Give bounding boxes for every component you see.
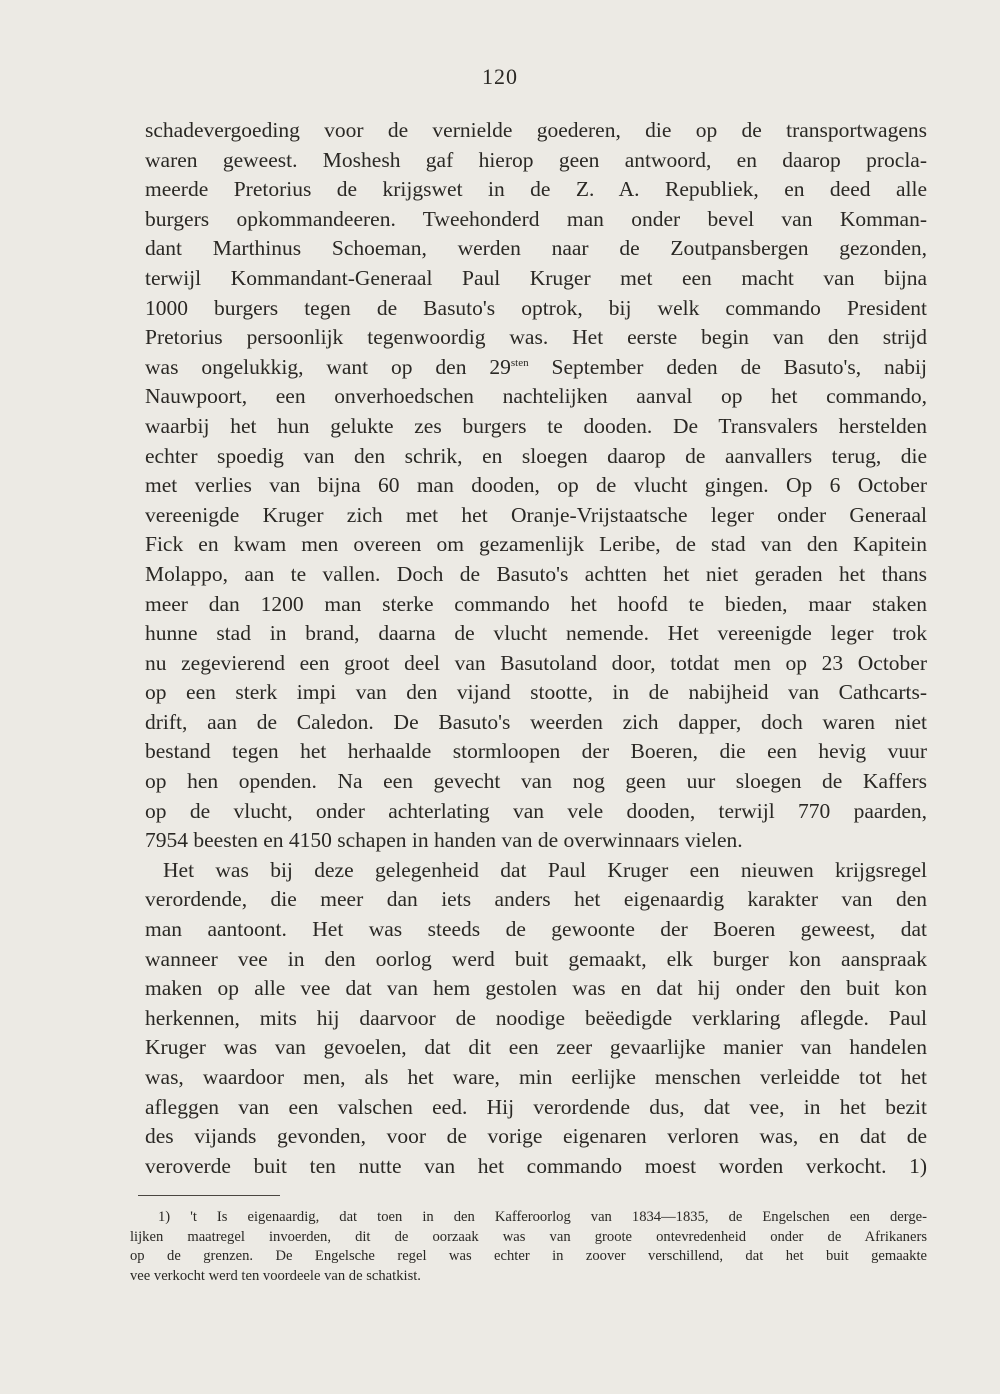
text-line-with-superscript [145,353,927,383]
text-line: vereenigde Kruger zich met het Oranje-Vrijstaatsche leger onder Generaal [145,502,927,527]
text-line: 7954 beesten en 4150 schapen in handen van de overwinnaars vielen. [145,828,743,853]
text-line: op de vlucht, onder achterlating van vele dooden, terwijl 770 paarden, [145,798,927,823]
text-line: Nauwpoort, een onverhoedschen nachtelijken aanval op het commando, [145,384,927,409]
text-line: meer dan 1200 man sterke commando het hoofd te bieden, maar staken [145,591,927,616]
text-line: dant Marthinus Schoeman, werden naar de Zoutpansbergen gezonden, [145,236,927,261]
text-line: drift, aan de Caledon. De Basuto's weerden zich dapper, doch waren niet [145,709,927,734]
text-line: hunne stad in brand, daarna de vlucht nemende. Het vereenigde leger trok [145,621,927,646]
footnote-divider [138,1195,280,1196]
text-line: herkennen, mits hij daarvoor de noodige beëedigde verklaring aflegde. Paul [145,1005,927,1030]
text-line: waren geweest. Moshesh gaf hierop geen antwoord, en daarop procla- [145,147,927,172]
footnote-line: vee verkocht werd ten voordeele van de schatkist. [130,1267,421,1284]
text-line: veroverde buit ten nutte van het commando moest worden verkocht. 1) [145,1153,927,1178]
text-line: nu zegevierend een groot deel van Basutoland door, totdat men op 23 October [145,650,927,675]
text-line: Kruger was van gevoelen, dat dit een zeer gevaarlijke manier van handelen [145,1035,927,1060]
page-number: 120 [482,64,518,89]
text-segment: September deden de Basuto's, nabij [528,354,927,379]
text-line: Het was bij deze gelegenheid dat Paul Kruger een nieuwen krijgsregel [163,857,927,882]
text-line: bestand tegen het herhaalde stormloopen der Boeren, die een hevig vuur [145,739,927,764]
text-line: meerde Pretorius de krijgswet in de Z. A. Republiek, en deed alle [145,177,927,202]
text-line: Fick en kwam men overeen om gezamenlijk Leribe, de stad van den Kapitein [145,532,927,557]
text-segment: was ongelukkig, want op den 29 [145,354,511,379]
text-line: schadevergoeding voor de vernielde goederen, die op de transportwagens [145,118,927,142]
text-line: des vijands gevonden, voor de vorige eigenaren verloren was, en dat de [145,1124,927,1149]
text-line: terwijl Kommandant-Generaal Paul Kruger met een macht van bijna [145,265,927,290]
text-line: maken op alle vee dat van hem gestolen was en dat hij onder den buit kon [145,976,927,1001]
text-line: verordende, die meer dan iets anders het eigenaardig karakter van den [145,887,927,912]
text-line: Pretorius persoonlijk tegenwoordig was. Het eerste begin van den strijd [145,325,927,350]
superscript: sten [510,356,529,369]
footnote-line: op de grenzen. De Engelsche regel was echter in zoover verschillend, dat het buit gemaakte [130,1248,927,1264]
text-line: wanneer vee in den oorlog werd buit gemaakt, elk burger kon aanspraak [145,946,927,971]
footnote-line: 1) 't Is eigenaardig, dat toen in den Kafferoorlog van 1834—1835, de Engelschen een derge- [158,1209,927,1225]
text-line: met verlies van bijna 60 man dooden, op de vlucht gingen. Op 6 October [145,473,927,498]
body-text [145,116,927,1181]
text-line: op een sterk impi van den vijand stootte, in de nabijheid van Cathcarts- [145,680,927,705]
footnote-line: lijken maatregel invoerden, dit de oorzaak was van groote ontevredenheid onder de Afrikaners [130,1228,927,1245]
text-line: waarbij het hun gelukte zes burgers te dooden. De Transvalers herstelden [145,413,927,438]
text-line: Molappo, aan te vallen. Doch de Basuto's achtten het niet geraden het thans [145,561,927,586]
text-line: op hen openden. Na een gevecht van nog geen uur sloegen de Kaffers [145,769,927,794]
text-line: echter spoedig van den schrik, en sloegen daarop de aanvallers terug, die [145,443,927,468]
text-line: 1000 burgers tegen de Basuto's optrok, bij welk commando President [145,295,927,320]
text-line: burgers opkommandeeren. Tweehonderd man onder bevel van Komman- [145,206,927,231]
footnotes [130,1208,927,1286]
text-line: was, waardoor men, als het ware, min eerlijke menschen verleidde tot het [145,1065,927,1089]
text-line: afleggen van een valschen eed. Hij verordende dus, dat vee, in het bezit [145,1094,927,1119]
text-line: man aantoont. Het was steeds de gewoonte der Boeren geweest, dat [145,917,927,942]
